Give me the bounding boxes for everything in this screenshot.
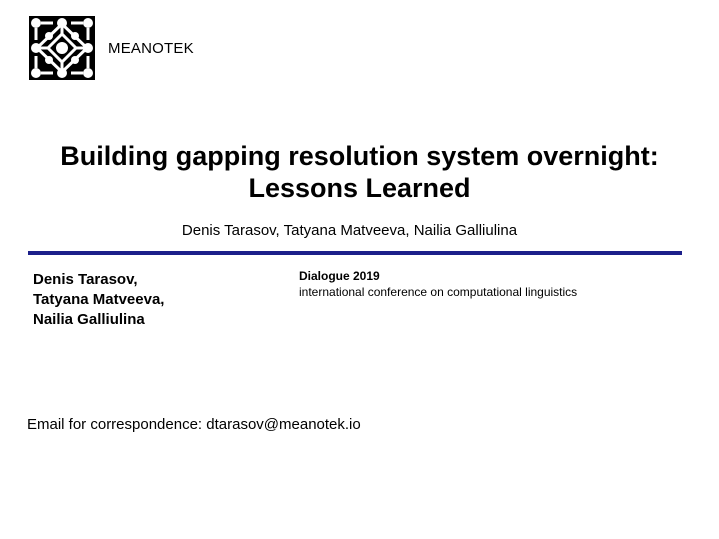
author-name: Denis Tarasov, <box>33 271 138 288</box>
author-name: Tatyana Matveeva, <box>33 291 165 308</box>
divider <box>28 251 682 255</box>
meanotek-logo-icon <box>29 16 95 80</box>
brand-name: MEANOTEK <box>108 40 194 57</box>
conference-name: Dialogue 2019 <box>299 269 380 283</box>
slide-title <box>20 140 699 204</box>
author-name: Nailia Galliulina <box>33 311 145 328</box>
conference-info <box>299 268 577 300</box>
author-list <box>33 270 164 330</box>
slide-subtitle: Denis Tarasov, Tatyana Matveeva, Nailia Galliulina <box>181 222 518 239</box>
slide-title-line-2: Lessons Learned <box>248 173 471 203</box>
slide-title-line-1: Building gapping resolution system overnight: <box>60 141 659 171</box>
correspondence-email: Email for correspondence: dtarasov@meanotek.io <box>27 416 361 433</box>
conference-description: international conference on computational linguistics <box>299 285 578 299</box>
